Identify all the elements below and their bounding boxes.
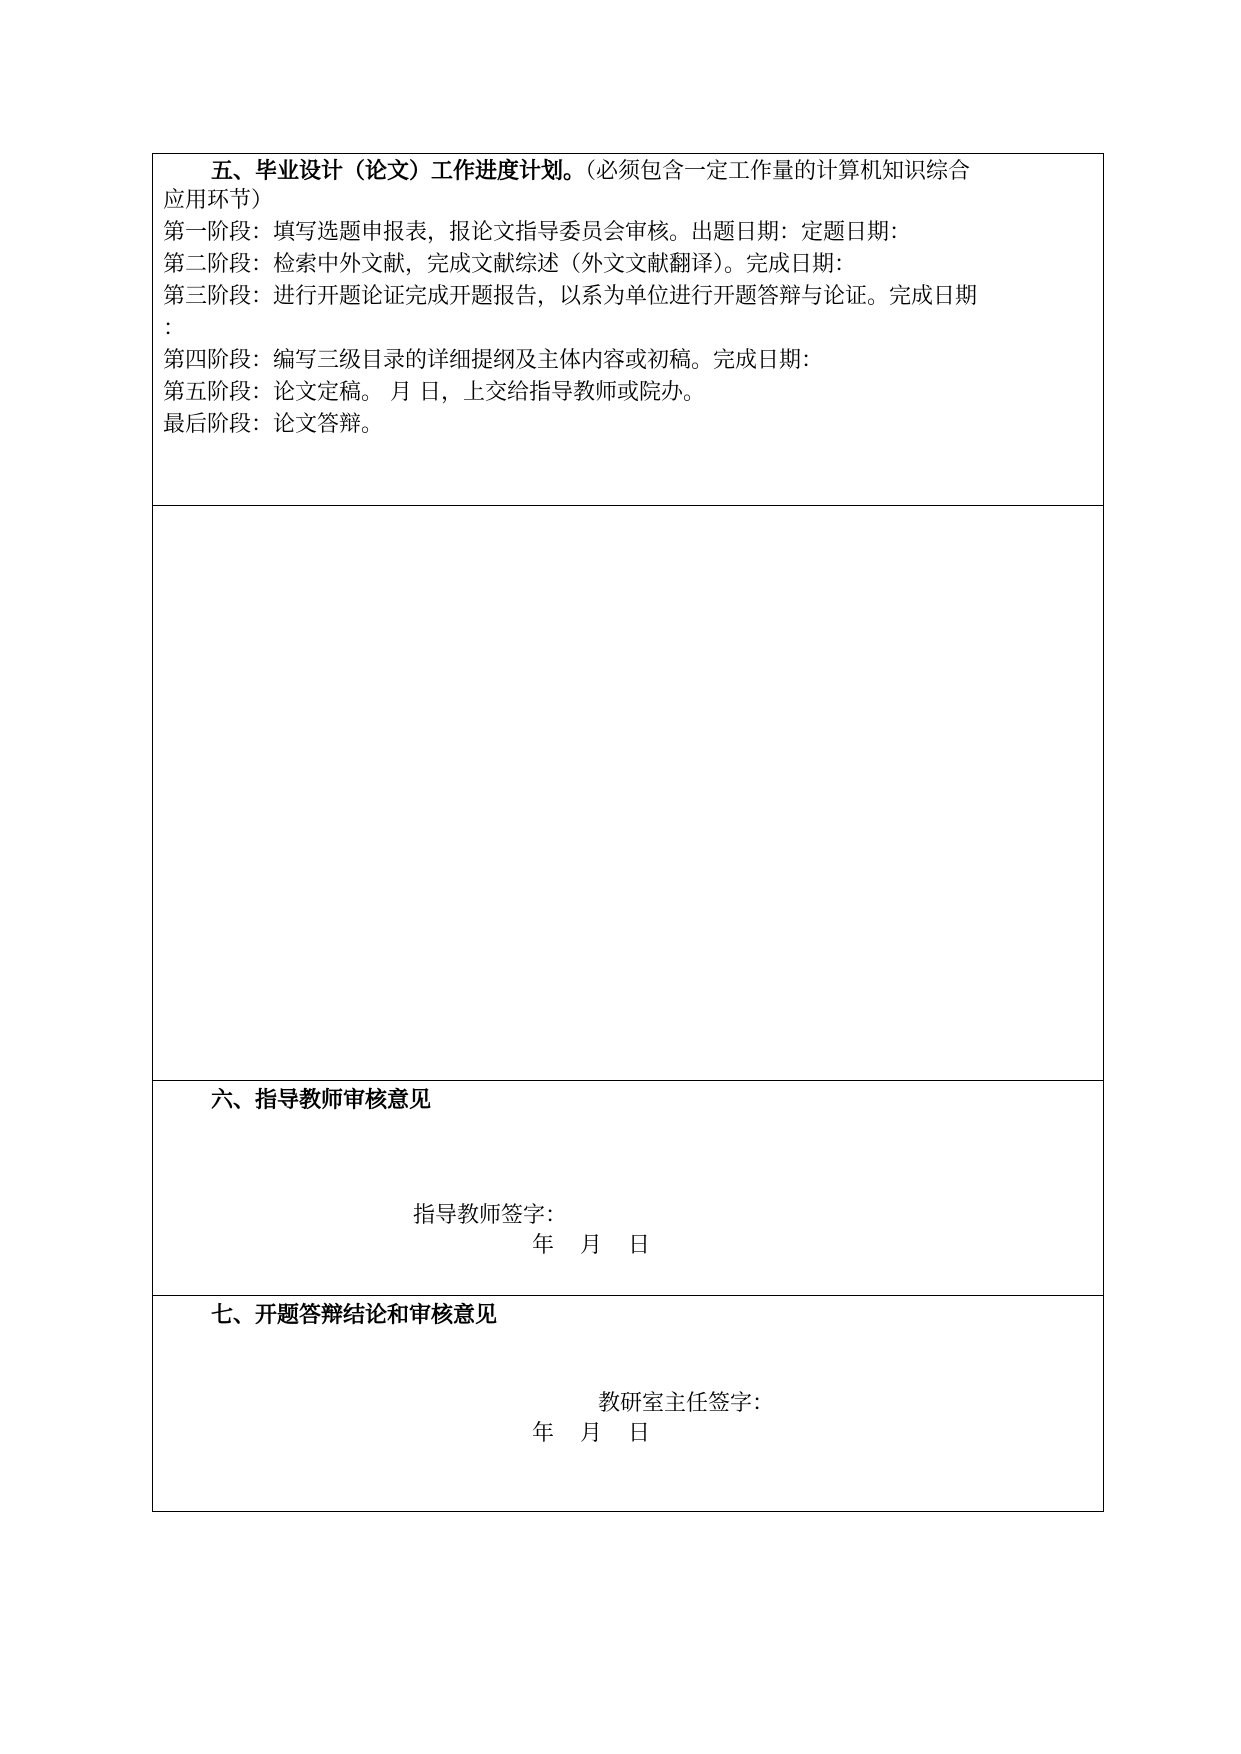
section5-title-row <box>211 156 970 187</box>
section6-heading: 六、指导教师审核意见 <box>211 1087 432 1113</box>
stage-final: 最后阶段：论文答辩。 <box>163 412 384 437</box>
director-signature-date <box>532 1419 650 1449</box>
stage-4: 第四阶段：编写三级目录的详细提纲及主体内容或初稿。完成日期： <box>163 348 824 373</box>
advisor-signature-date <box>532 1231 650 1261</box>
section5-note: （必须包含一定工作量的计算机知识综合 <box>585 159 971 184</box>
section5-note-continued: 应用环节） <box>163 188 274 213</box>
date-day: 日 <box>628 1233 651 1258</box>
date-day: 日 <box>628 1421 651 1446</box>
section-advisor-review <box>153 1081 1103 1296</box>
stage-5: 第五阶段：论文定稿。 月 日，上交给指导教师或院办。 <box>163 380 705 405</box>
section-work-schedule <box>153 154 1103 506</box>
date-month: 月 <box>580 1421 603 1446</box>
section5-heading: 五、毕业设计（论文）工作进度计划。 <box>211 158 586 184</box>
section7-heading: 七、开题答辩结论和审核意见 <box>211 1302 498 1328</box>
stage-3: 第三阶段：进行开题论证完成开题报告，以系为单位进行开题答辩与论证。完成日期 <box>163 284 978 309</box>
proposal-form-table <box>152 153 1104 1512</box>
stage-1: 第一阶段：填写选题申报表，报论文指导委员会审核。出题日期：定题日期： <box>163 220 912 245</box>
date-year: 年 <box>532 1421 555 1446</box>
blank-content-area <box>153 506 1103 1081</box>
director-signature-label: 教研室主任签字： <box>598 1391 775 1416</box>
date-month: 月 <box>580 1233 603 1258</box>
advisor-signature-label: 指导教师签字： <box>413 1203 568 1228</box>
stage-2: 第二阶段：检索中外文献，完成文献综述（外文文献翻译）。完成日期： <box>163 252 857 277</box>
section-defense-conclusion <box>153 1296 1103 1511</box>
stage-3-continued: ： <box>163 316 186 341</box>
date-year: 年 <box>532 1233 555 1258</box>
